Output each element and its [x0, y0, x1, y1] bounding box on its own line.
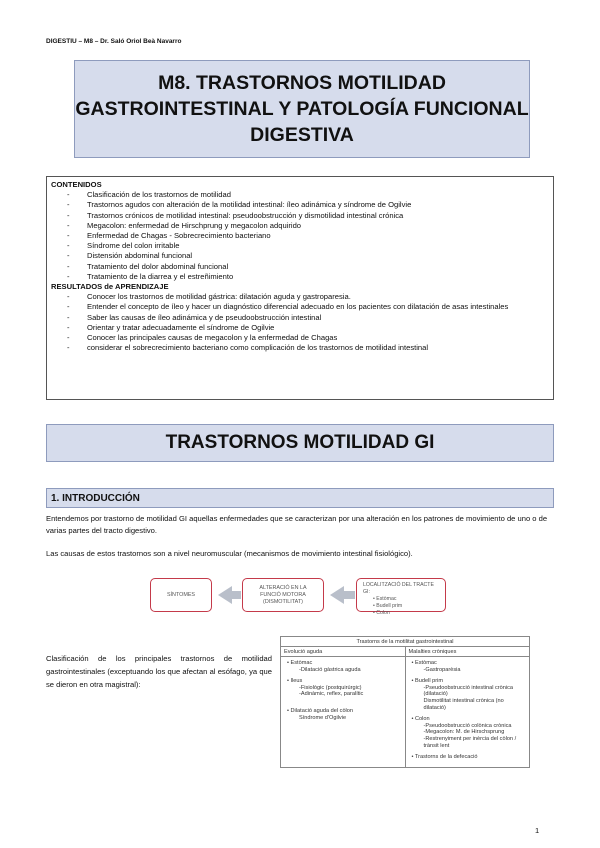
contents-item-text: Trastornos crónicos de motilidad intestinal: pseudoobstrucción y dismotilidad intestinal crónica: [87, 210, 404, 220]
list-dash: -: [67, 333, 70, 343]
flow-box-location: [356, 578, 446, 616]
table-column-chronic: [406, 657, 530, 768]
intro-paragraph-1: Entendemos por trastorno de motilidad GI aquellas enfermedades que se caracterizan por una alteración en los patrones de movimiento de uno o de varias partes del tracto digestivo.: [46, 514, 548, 535]
result-item-text: Saber las causas de íleo adinámica y de pseudoobstrucción intestinal: [87, 312, 322, 322]
list-dash: -: [67, 322, 70, 332]
title-line-2: GASTROINTESTINAL Y PATOLOGÍA FUNCIONAL: [75, 98, 529, 120]
result-item: [51, 323, 549, 333]
arrow-shaft: [343, 591, 355, 599]
result-item-text: considerar el sobrecrecimiento bacteriano como complicación de los trastornos de motilidad intestinal: [87, 343, 429, 353]
contents-item: [51, 190, 549, 200]
contents-item-text: Síndrome del colon irritable: [87, 241, 180, 251]
location-item: • Estòmac: [373, 596, 397, 602]
result-item-text: Conocer las principales causas de megacolon y la enfermedad de Chagas: [87, 333, 338, 343]
table-cell-line: -Pseudoobstrucció colònica crònica: [423, 722, 512, 729]
location-item: • Colon: [373, 610, 390, 616]
result-item: [51, 333, 549, 343]
results-heading: RESULTADOS de APRENDIZAJE: [51, 282, 169, 292]
contents-item-text: Enfermedad de Chagas - Sobrecrecimiento bacteriano: [87, 231, 271, 241]
location-list: [363, 596, 402, 617]
result-item: [51, 292, 549, 302]
table-cell-line: Síndrome d'Ogilvie: [299, 714, 347, 721]
table-body: [281, 657, 529, 768]
arrow-left-icon: [218, 586, 232, 604]
location-item: • Budell prim: [373, 603, 403, 609]
col-header-chronic: Malalties cròniques: [408, 649, 457, 655]
list-dash: -: [67, 343, 70, 353]
classification-paragraph: Clasificación de los principales trastornos de motilidad gastrointestinales (exceptuando los que afectan al esófago, ya que se dieron en otra magistral):: [46, 654, 272, 689]
result-item: [51, 302, 549, 312]
arrow-shaft: [231, 591, 241, 599]
contents-item: [51, 251, 549, 261]
contents-item: [51, 221, 549, 231]
section-band-title: TRASTORNOS MOTILIDAD GI: [46, 424, 554, 462]
page-number: 1: [535, 826, 540, 835]
table-cell-line: • Dilatació aguda del còlon: [287, 707, 354, 714]
table-cell-line: • Ileus: [287, 678, 303, 685]
list-dash: -: [67, 190, 70, 200]
title-line-3: DIGESTIVA: [250, 124, 354, 146]
section-heading-introduction: 1. INTRODUCCIÓN: [46, 488, 554, 508]
list-dash: -: [67, 241, 70, 251]
table-cell-line: -Restrenyiment per inèrcia del còlon / trànsit lent: [423, 735, 517, 749]
list-dash: -: [67, 312, 70, 322]
table-cell-line: -Megacolon: M. de Hirschsprung: [423, 729, 505, 736]
table-cell-line: -Dilatació gàstrica aguda: [299, 666, 361, 673]
contents-item-text: Megacolon: enfermedad de Hirschprung y megacolon adquirido: [87, 220, 302, 230]
list-dash: -: [67, 200, 70, 210]
location-title: LOCALITZACIÓ DEL TRACTE GI:: [363, 582, 434, 595]
table-cell-line: -Fisiològic (postquirúrgic): [299, 684, 362, 691]
result-item-text: Conocer los trastornos de motilidad gástrica: dilatación aguda y gastroparesia.: [87, 292, 351, 302]
list-dash: -: [67, 292, 70, 302]
contents-item-text: Tratamiento del dolor abdominal funcional: [87, 261, 229, 271]
list-dash: -: [67, 220, 70, 230]
contents-item: [51, 200, 549, 210]
table-cell-line: • Budell prim: [411, 678, 443, 685]
contents-item: [51, 241, 549, 251]
contents-item: [51, 211, 549, 221]
table-cell-line: • Estòmac: [411, 660, 437, 666]
table-cell-line: -Pseudoobstrucció intestinal crònica (dilatació): [423, 684, 514, 698]
contents-item: [51, 231, 549, 241]
table-title: Trastorns de la motilitat gastrointestinal: [281, 637, 529, 647]
arrow-left-icon: [330, 586, 344, 604]
title-line-1: M8. TRASTORNOS MOTILIDAD: [158, 72, 446, 94]
list-dash: -: [67, 261, 70, 271]
contents-item: [51, 272, 549, 282]
table-column-acute: [281, 657, 406, 768]
contents-item: [51, 262, 549, 272]
intro-paragraph-2: Las causas de estos trastornos son a nivel neuromuscular (mecanismos de movimiento intestinal fisiológico).: [46, 549, 413, 558]
contents-item-text: Tratamiento de la diarrea y el estreñimiento: [87, 271, 234, 281]
list-dash: -: [67, 210, 70, 220]
table-cell-line: -Adinàmic, reflex, paralític: [299, 691, 364, 698]
contents-item-text: Distensión abdominal funcional: [87, 251, 193, 261]
contents-box: [46, 176, 554, 400]
table-cell-line: • Trastorns de la defecació: [411, 754, 478, 761]
flow-box-motor-alteration: ALTERACIÓ EN LA FUNCIÓ MOTORA (DISMOTILITAT): [242, 578, 324, 612]
results-list: [51, 292, 549, 353]
contents-list: [51, 190, 549, 282]
result-item-text: Entender el concepto de íleo y hacer un diagnóstico diferencial adecuado en los pacientes con dilatación de asas intestinales: [87, 302, 509, 312]
contents-heading: CONTENIDOS: [51, 180, 102, 189]
motility-disorders-table: [280, 636, 530, 768]
table-cell-line: • Colon: [411, 716, 430, 723]
col-header-acute: Evolució aguda: [281, 647, 406, 656]
flow-box-symptoms: SÍNTOMES: [150, 578, 212, 612]
list-dash: -: [67, 231, 70, 241]
contents-item-text: Clasificación de los trastornos de motilidad: [87, 190, 231, 200]
table-cell-line: • Estòmac: [287, 660, 313, 666]
result-item: [51, 313, 549, 323]
list-dash: -: [67, 302, 70, 312]
table-cell-line: Dismotilitat intestinal crònica (no dilatació): [423, 697, 504, 711]
result-item-text: Orientar y tratar adecuadamente el síndrome de Ogilvie: [87, 322, 275, 332]
title-box: [74, 60, 530, 158]
result-item: [51, 343, 549, 353]
contents-item-text: Trastornos agudos con alteración de la motilidad intestinal: íleo adinámica y síndrome de Ogilvie: [87, 200, 412, 210]
table-cell-line: -Gastroparèsia: [423, 666, 461, 673]
table-column-headers: [281, 647, 529, 657]
list-dash: -: [67, 251, 70, 261]
document-header: DIGESTIU – M8 – Dr. Saló Oriol Beà Navarro: [46, 38, 182, 45]
list-dash: -: [67, 271, 70, 281]
